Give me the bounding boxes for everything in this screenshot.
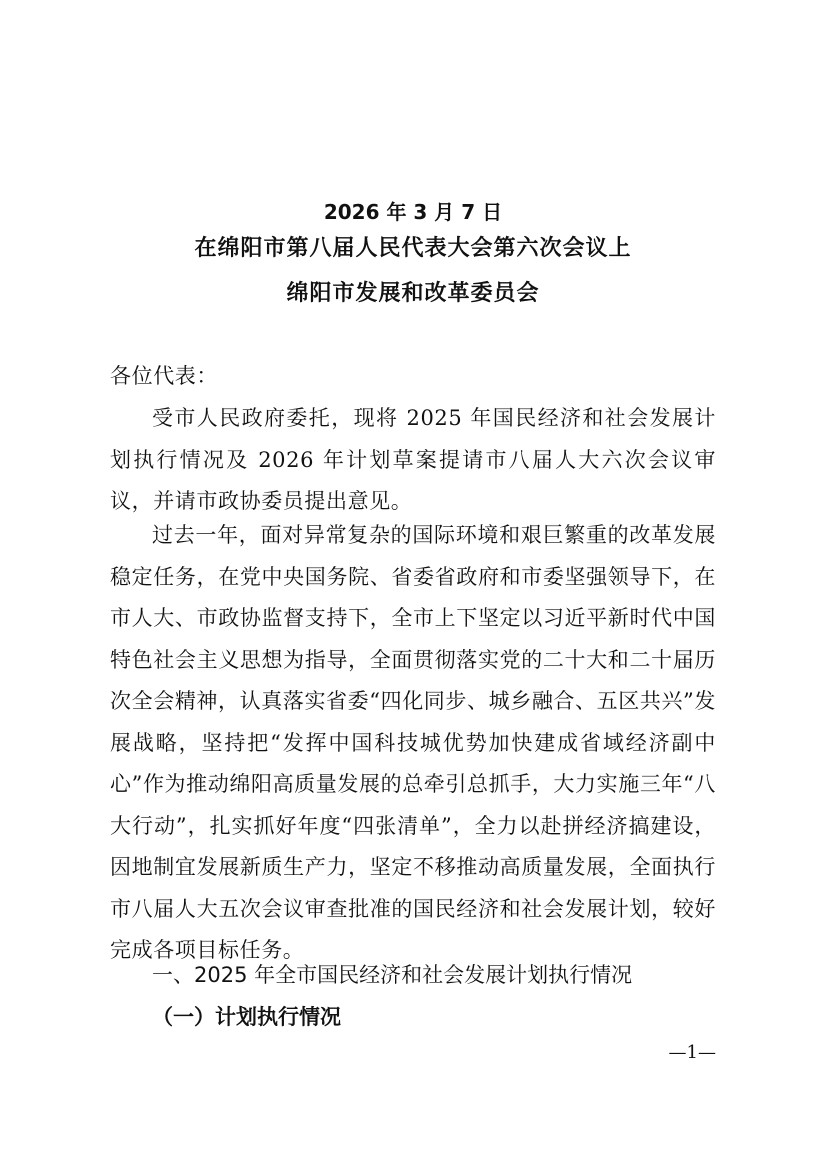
document-title-line-1: 在绵阳市第八届人民代表大会第六次会议上 (194, 236, 632, 261)
paragraph-2: 过去一年，面对异常复杂的国际环境和艰巨繁重的改革发展稳定任务，在党中央国务院、省委省政府和市委坚强领导下，在市人大、市政协监督支持下，全市上下坚定以习近平新时代中国特色社会主义思想为指导，全面贯彻落实党的二十大和二十届历次全会精神，认真落实省委“四化同步、城乡融合、五区共兴”发展战略，坚持把“发挥中国科技城优势加快建成省域经济副中心”作为推动绵阳高质量发展的总牵引总抓手，大力实施三年“八大行动”，扎实抓好年度“四张清单”，全力以赴拼经济搞建设，因地制宜发展新质生产力，坚定不移推动高质量发展，全面执行市八届人大五次会议审查批准的国民经济和社会发展计划，较好完成各项目标任务。 (110, 523, 716, 962)
paragraph-1: 受市人民政府委托，现将 2025 年国民经济和社会发展计划执行情况及 2026 年计划草案提请市八届人大六次会议审议，并请市政协委员提出意见。 (110, 406, 716, 513)
document-date: 2026 年 3 月 7 日 (323, 200, 503, 224)
section-heading-1: 一、2025 年全市国民经济和社会发展计划执行情况 (152, 963, 633, 987)
document-title-line-2: 绵阳市发展和改革委员会 (286, 281, 540, 306)
section-heading-2: （一）计划执行情况 (152, 1005, 341, 1029)
page-number: —1— (668, 1042, 716, 1063)
salutation: 各位代表： (110, 364, 218, 388)
